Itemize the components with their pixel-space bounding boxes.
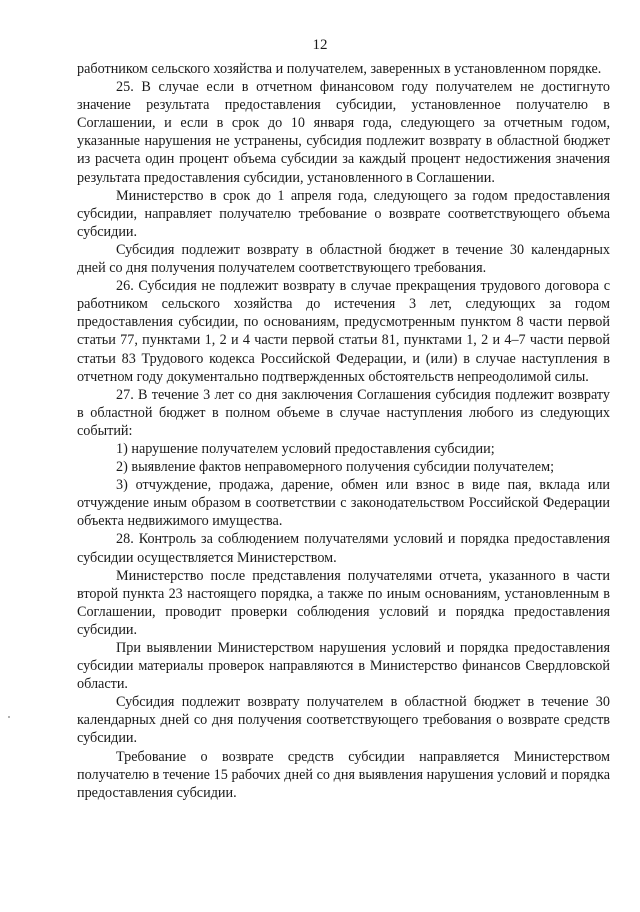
- paragraph-item-25: 25. В случае если в отчетном финансовом году получателем не достигнуто значение результата предоставления субсидии, установленное получателю в Соглашении, и если в срок до 10 января года, следующего за отчетным годом, указанные нарушения не устранены, субсидия подлежит возврату в областной бюджет из расчета один процент объема субсидии за каждый процент недостижения значения результата предоставления субсидии, установленного в Соглашении.: [77, 79, 610, 186]
- paragraph-ministry-deadline: Министерство в срок до 1 апреля года, следующего за годом предоставления субсидии, направляет получателю требование о возврате соответствующего объема субсидии.: [77, 187, 610, 240]
- list-item-1: 1) нарушение получателем условий предоставления субсидии;: [116, 440, 495, 457]
- list-item-2: 2) выявление фактов неправомерного получения субсидии получателем;: [116, 459, 555, 476]
- list-item-3: 3) отчуждение, продажа, дарение, обмен или взнос в виде пая, вклада или отчуждение иным образом в соответствии с законодательством Российской Федерации объекта недвижимого имущества.: [77, 477, 610, 530]
- paragraph-item-27: 27. В течение 3 лет со дня заключения Соглашения субсидия подлежит возврату в областной бюджет в полном объеме в случае наступления любого из следующих событий:: [77, 386, 610, 439]
- paragraph-refund-30-days: Субсидия подлежит возврату в областной бюджет в течение 30 календарных дней со дня получения получателем соответствующего требования.: [77, 241, 610, 277]
- document-body: [77, 60, 610, 802]
- paragraph-refund-demand: Требование о возврате средств субсидии направляется Министерством получателю в течение 15 рабочих дней со дня выявления нарушения условий и порядка предоставления субсидии.: [77, 748, 610, 801]
- paragraph-inspections: Министерство после представления получателями отчета, указанного в части второй пункта 23 настоящего порядка, а также по иным основаниям, установленным в Соглашении, проводит проверки соблюдения условий и порядка предоставления субсидии.: [77, 567, 610, 638]
- paragraph-refund-obligation: Субсидия подлежит возврату получателем в областной бюджет в течение 30 календарных дней со дня получения соответствующего требования о возврате средств субсидии.: [77, 694, 610, 747]
- paragraph-item-26: 26. Субсидия не подлежит возврату в случае прекращения трудового договора с работником сельского хозяйства до истечения 3 лет, следующих за годом предоставления субсидии, по основаниям, предусмотренным пунктом 8 части первой статьи 77, пунктами 1, 2 и 4 части первой статьи 81, пунктами 1, 2 и 4–7 части первой статьи 83 Трудового кодекса Российской Федерации, и (или) в случае наступления в отчетном году документально подтвержденных обстоятельств непреодолимой силы.: [77, 278, 610, 385]
- paragraph-violations: При выявлении Министерством нарушения условий и порядка предоставления субсидии материалы проверок направляются в Министерство финансов Свердловской области.: [77, 640, 610, 693]
- page-number: 12: [312, 37, 328, 53]
- paragraph-item-28: 28. Контроль за соблюдением получателями условий и порядка предоставления субсидии осуществляется Министерством.: [77, 531, 610, 566]
- paragraph-continuation: работником сельского хозяйства и получателем, заверенных в установленном порядке.: [77, 61, 602, 77]
- scan-artifact: [8, 716, 10, 718]
